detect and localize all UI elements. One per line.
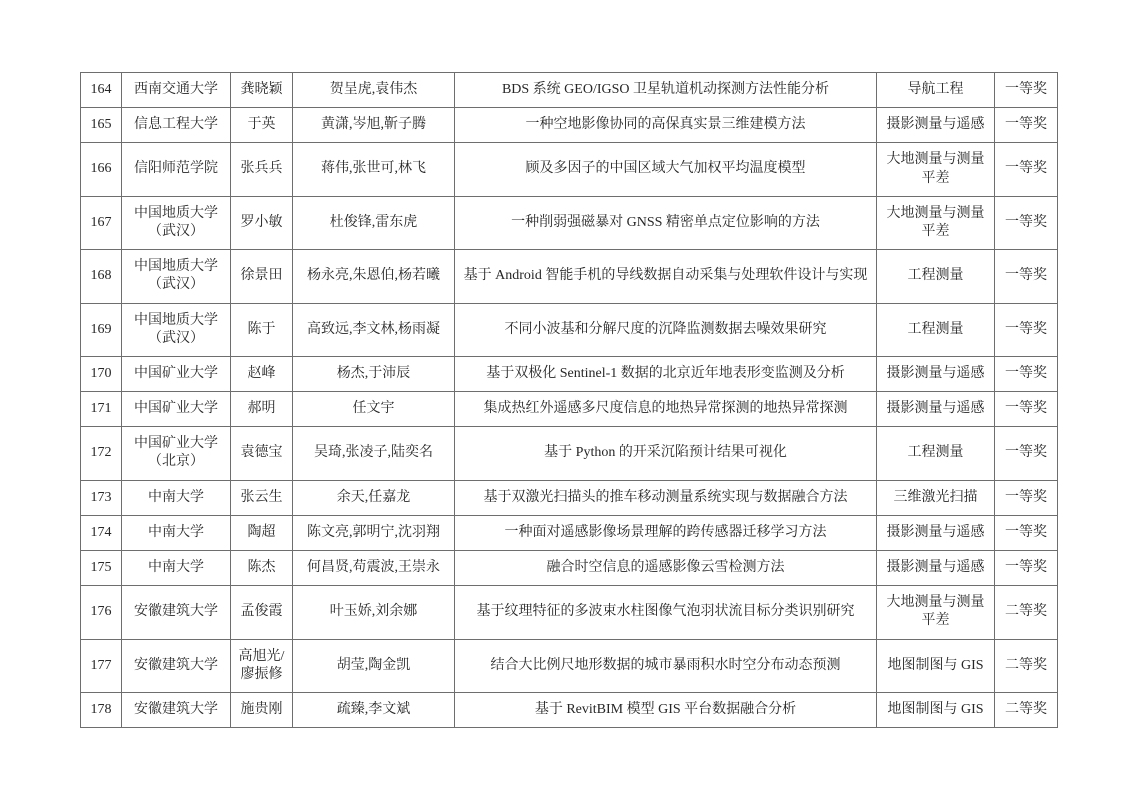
- cell-first-author: 徐景田: [231, 250, 293, 303]
- cell-first-author: 施贵刚: [231, 692, 293, 727]
- cell-university: 安徽建筑大学: [122, 586, 231, 639]
- cell-category: 摄影测量与遥感: [877, 356, 995, 391]
- table-row: [81, 143, 1058, 196]
- cell-title: 一种面对遥感影像场景理解的跨传感器迁移学习方法: [455, 515, 877, 550]
- cell-co-authors: 杨杰,于沛辰: [293, 356, 455, 391]
- cell-co-authors: 任文宇: [293, 392, 455, 427]
- cell-university: 信阳师范学院: [122, 143, 231, 196]
- cell-category: 摄影测量与遥感: [877, 392, 995, 427]
- cell-university: 中国矿业大学（北京）: [122, 427, 231, 480]
- cell-first-author: 袁德宝: [231, 427, 293, 480]
- cell-co-authors: 叶玉娇,刘余娜: [293, 586, 455, 639]
- cell-title: 基于 RevitBIM 模型 GIS 平台数据融合分析: [455, 692, 877, 727]
- table-row: [81, 250, 1058, 303]
- cell-no: 175: [81, 551, 122, 586]
- table-row: [81, 196, 1058, 249]
- cell-title: 融合时空信息的遥感影像云雪检测方法: [455, 551, 877, 586]
- cell-university: 中国地质大学（武汉）: [122, 303, 231, 356]
- cell-category: 大地测量与测量平差: [877, 143, 995, 196]
- cell-co-authors: 杜俊锋,雷东虎: [293, 196, 455, 249]
- table-row: [81, 586, 1058, 639]
- table-row: [81, 73, 1058, 108]
- cell-first-author: 郝明: [231, 392, 293, 427]
- cell-first-author: 孟俊霞: [231, 586, 293, 639]
- cell-co-authors: 高致远,李文林,杨雨凝: [293, 303, 455, 356]
- cell-category: 摄影测量与遥感: [877, 551, 995, 586]
- cell-title: 一种削弱强磁暴对 GNSS 精密单点定位影响的方法: [455, 196, 877, 249]
- cell-category: 摄影测量与遥感: [877, 515, 995, 550]
- cell-co-authors: 杨永亮,朱恩伯,杨若曦: [293, 250, 455, 303]
- table-row: [81, 515, 1058, 550]
- cell-no: 176: [81, 586, 122, 639]
- cell-no: 165: [81, 108, 122, 143]
- cell-title: 顾及多因子的中国区域大气加权平均温度模型: [455, 143, 877, 196]
- cell-no: 178: [81, 692, 122, 727]
- cell-first-author: 赵峰: [231, 356, 293, 391]
- cell-award: 一等奖: [995, 515, 1058, 550]
- cell-no: 173: [81, 480, 122, 515]
- cell-university: 安徽建筑大学: [122, 692, 231, 727]
- cell-co-authors: 黄潇,岑旭,靳子腾: [293, 108, 455, 143]
- cell-category: 工程测量: [877, 250, 995, 303]
- cell-co-authors: 余天,任嘉龙: [293, 480, 455, 515]
- cell-co-authors: 贺呈虎,袁伟杰: [293, 73, 455, 108]
- cell-first-author: 龚晓颖: [231, 73, 293, 108]
- cell-award: 一等奖: [995, 392, 1058, 427]
- cell-university: 安徽建筑大学: [122, 639, 231, 692]
- cell-award: 一等奖: [995, 303, 1058, 356]
- cell-category: 三维激光扫描: [877, 480, 995, 515]
- cell-first-author: 陈于: [231, 303, 293, 356]
- table-row: [81, 551, 1058, 586]
- cell-award: 一等奖: [995, 356, 1058, 391]
- cell-co-authors: 胡莹,陶金凯: [293, 639, 455, 692]
- cell-category: 导航工程: [877, 73, 995, 108]
- awards-table: [80, 72, 1058, 728]
- cell-university: 中国地质大学（武汉）: [122, 250, 231, 303]
- table-row: [81, 480, 1058, 515]
- cell-category: 地图制图与 GIS: [877, 639, 995, 692]
- cell-university: 中国矿业大学: [122, 392, 231, 427]
- table-row: [81, 303, 1058, 356]
- cell-award: 一等奖: [995, 551, 1058, 586]
- cell-first-author: 高旭光/廖振修: [231, 639, 293, 692]
- cell-title: 结合大比例尺地形数据的城市暴雨积水时空分布动态预测: [455, 639, 877, 692]
- cell-no: 172: [81, 427, 122, 480]
- cell-first-author: 陈杰: [231, 551, 293, 586]
- cell-university: 中南大学: [122, 515, 231, 550]
- cell-award: 一等奖: [995, 108, 1058, 143]
- cell-title: 基于 Python 的开采沉陷预计结果可视化: [455, 427, 877, 480]
- cell-title: 基于 Android 智能手机的导线数据自动采集与处理软件设计与实现: [455, 250, 877, 303]
- cell-category: 大地测量与测量平差: [877, 586, 995, 639]
- cell-university: 信息工程大学: [122, 108, 231, 143]
- cell-no: 174: [81, 515, 122, 550]
- cell-first-author: 陶超: [231, 515, 293, 550]
- cell-title: 不同小波基和分解尺度的沉降监测数据去噪效果研究: [455, 303, 877, 356]
- cell-no: 164: [81, 73, 122, 108]
- table-row: [81, 392, 1058, 427]
- cell-co-authors: 蒋伟,张世可,林飞: [293, 143, 455, 196]
- cell-university: 中国地质大学（武汉）: [122, 196, 231, 249]
- cell-university: 中国矿业大学: [122, 356, 231, 391]
- table-row: [81, 639, 1058, 692]
- cell-no: 166: [81, 143, 122, 196]
- cell-award: 一等奖: [995, 196, 1058, 249]
- cell-category: 地图制图与 GIS: [877, 692, 995, 727]
- cell-award: 二等奖: [995, 692, 1058, 727]
- cell-co-authors: 吴琦,张凌子,陆奕名: [293, 427, 455, 480]
- cell-university: 中南大学: [122, 551, 231, 586]
- cell-first-author: 张兵兵: [231, 143, 293, 196]
- cell-first-author: 张云生: [231, 480, 293, 515]
- cell-award: 一等奖: [995, 480, 1058, 515]
- cell-no: 170: [81, 356, 122, 391]
- cell-category: 大地测量与测量平差: [877, 196, 995, 249]
- cell-co-authors: 疏臻,李文斌: [293, 692, 455, 727]
- cell-category: 摄影测量与遥感: [877, 108, 995, 143]
- cell-title: 基于纹理特征的多波束水柱图像气泡羽状流目标分类识别研究: [455, 586, 877, 639]
- cell-no: 167: [81, 196, 122, 249]
- cell-no: 168: [81, 250, 122, 303]
- cell-category: 工程测量: [877, 427, 995, 480]
- cell-no: 177: [81, 639, 122, 692]
- awards-table-body: [81, 73, 1058, 728]
- table-row: [81, 108, 1058, 143]
- cell-university: 中南大学: [122, 480, 231, 515]
- cell-title: BDS 系统 GEO/IGSO 卫星轨道机动探测方法性能分析: [455, 73, 877, 108]
- cell-first-author: 罗小敏: [231, 196, 293, 249]
- cell-university: 西南交通大学: [122, 73, 231, 108]
- table-row: [81, 356, 1058, 391]
- cell-co-authors: 陈文亮,郭明宁,沈羽翔: [293, 515, 455, 550]
- cell-award: 二等奖: [995, 639, 1058, 692]
- cell-title: 基于双激光扫描头的推车移动测量系统实现与数据融合方法: [455, 480, 877, 515]
- cell-award: 一等奖: [995, 250, 1058, 303]
- cell-first-author: 于英: [231, 108, 293, 143]
- cell-award: 二等奖: [995, 586, 1058, 639]
- table-row: [81, 427, 1058, 480]
- table-row: [81, 692, 1058, 727]
- cell-title: 集成热红外遥感多尺度信息的地热异常探测的地热异常探测: [455, 392, 877, 427]
- cell-no: 171: [81, 392, 122, 427]
- cell-co-authors: 何昌贤,苟震波,王崇永: [293, 551, 455, 586]
- cell-category: 工程测量: [877, 303, 995, 356]
- cell-no: 169: [81, 303, 122, 356]
- cell-award: 一等奖: [995, 143, 1058, 196]
- cell-title: 基于双极化 Sentinel-1 数据的北京近年地表形变监测及分析: [455, 356, 877, 391]
- cell-award: 一等奖: [995, 427, 1058, 480]
- cell-award: 一等奖: [995, 73, 1058, 108]
- cell-title: 一种空地影像协同的高保真实景三维建模方法: [455, 108, 877, 143]
